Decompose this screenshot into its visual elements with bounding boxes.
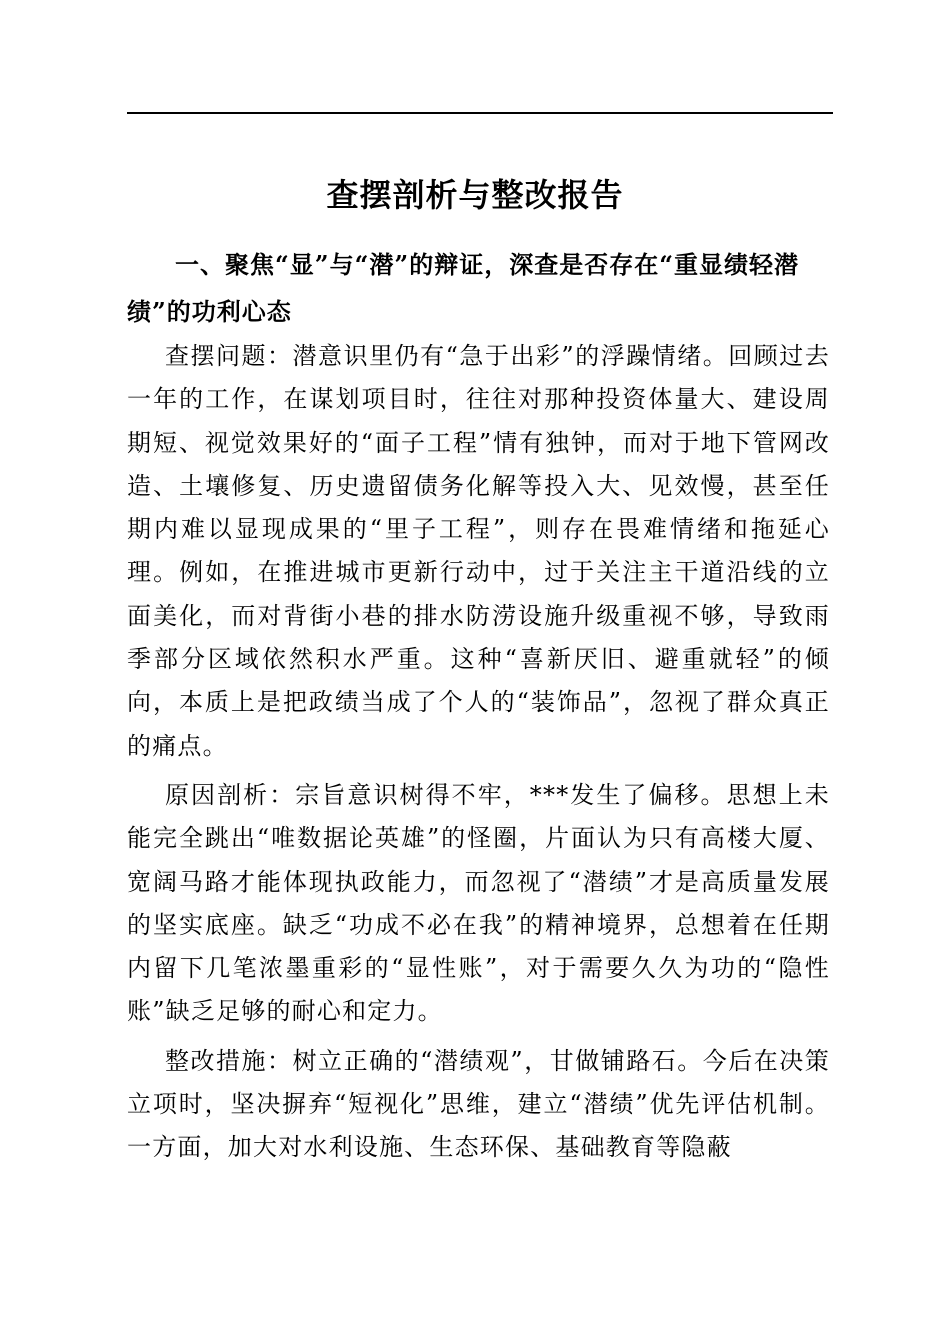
document-body (127, 241, 830, 1170)
cause-paragraph: 原因剖析：宗旨意识树得不牢，***发生了偏移。思想上未能完全跳出“唯数据论英雄”的怪圈，片面认为只有高楼大厦、宽阔马路才能体现执政能力，而忽视了“潜绩”才是高质量发展的坚实底座。缺乏“功成不必在我”的精神境界，总想着在任期内留下几笔浓墨重彩的“显性账”，对于需要久久为功的“隐性账”缺乏足够的耐心和定力。 (127, 780, 830, 1026)
page-title: 查摆剖析与整改报告 (326, 176, 624, 214)
header-rule (127, 112, 833, 114)
problem-paragraph: 查摆问题：潜意识里仍有“急于出彩”的浮躁情绪。回顾过去一年的工作，在谋划项目时，往往对那种投资体量大、建设周期短、视觉效果好的“面子工程”情有独钟，而对于地下管网改造、土壤修复、历史遗留债务化解等投入大、见效慢，甚至任期内难以显现成果的“里子工程”，则存在畏难情绪和拖延心理。例如，在推进城市更新行动中，过于关注主干道沿线的立面美化，而对背街小巷的排水防涝设施升级重视不够，导致雨季部分区域依然积水严重。这种“喜新厌旧、避重就轻”的倾向，本质上是把政绩当成了个人的“装饰品”，忽视了群众真正的痛点。 (127, 342, 830, 760)
section-heading: 一、聚焦“显”与“潜”的辩证，深查是否存在“重显绩轻潜绩”的功利心态 (127, 250, 800, 326)
measures-paragraph: 整改措施：树立正确的“潜绩观”，甘做铺路石。今后在决策立项时，坚决摒弃“短视化”思维，建立“潜绩”优先评估机制。一方面，加大对水利设施、生态环保、基础教育等隐蔽 (127, 1046, 830, 1162)
